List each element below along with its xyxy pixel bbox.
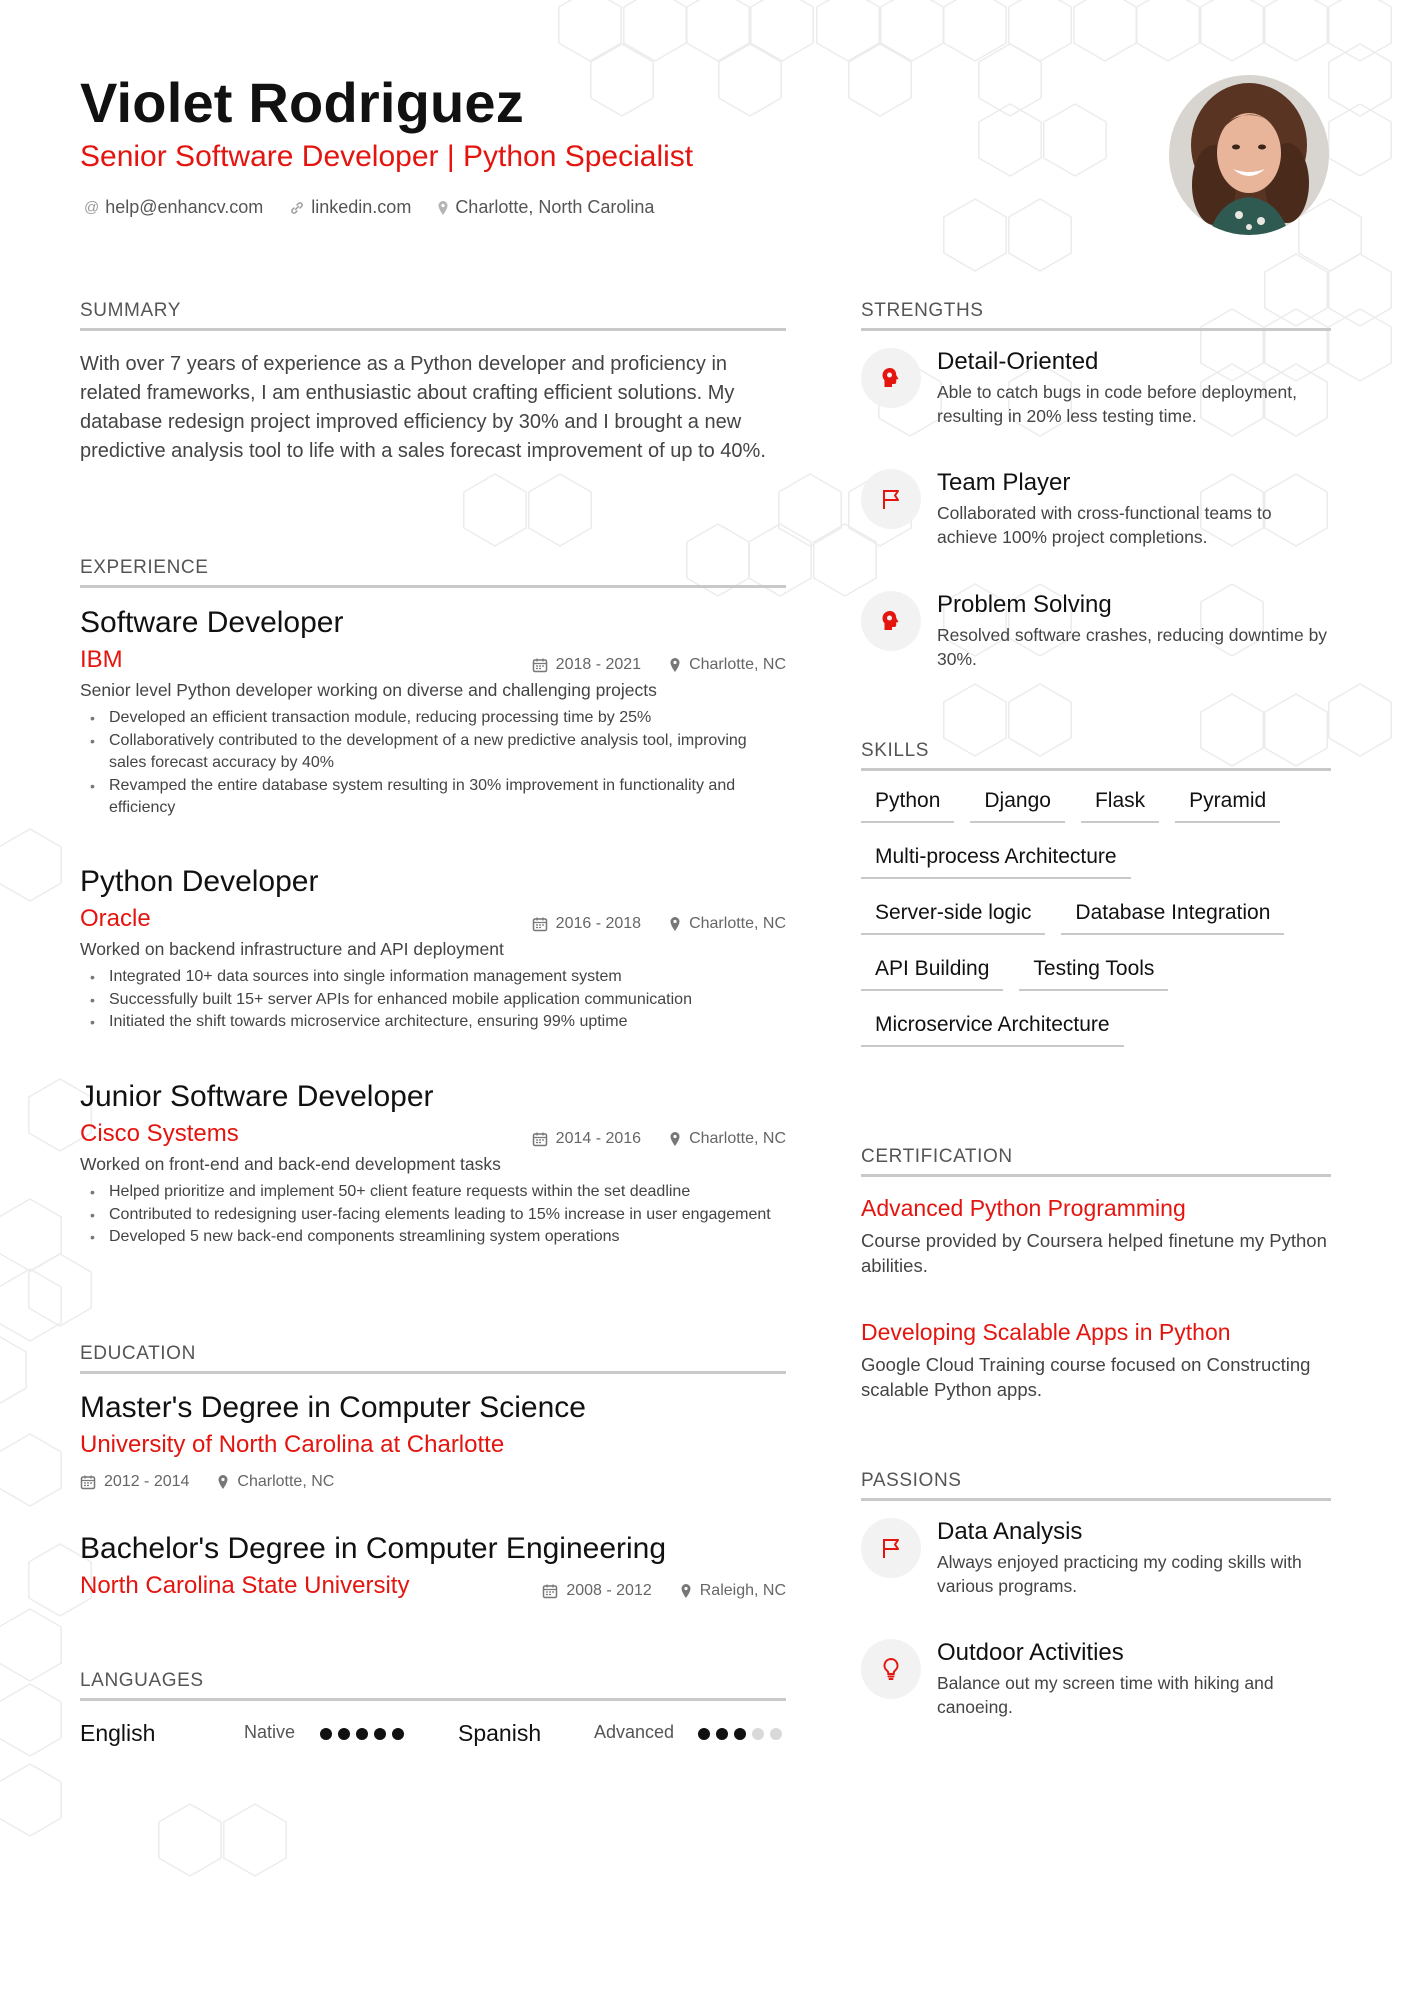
job-bullet: • Successfully built 15+ server APIs for enhanced mobile application communication [80, 989, 786, 1012]
job-bullet: • Revamped the entire database system resulting in 30% improvement in functionality and efficiency [80, 775, 786, 820]
skills-heading: SKILLS [861, 740, 1331, 771]
rating-dot [338, 1728, 350, 1740]
job-dates-text: 2018 - 2021 [555, 656, 642, 673]
job-dates [532, 915, 641, 933]
certification-item [861, 1319, 1331, 1402]
job-location-text: Charlotte, NC [689, 656, 786, 673]
education-location [217, 1473, 334, 1491]
location-pin-icon [669, 1131, 681, 1147]
job-dates-text: 2014 - 2016 [555, 1130, 642, 1147]
contact-linkedin-text: linkedin.com [311, 197, 412, 217]
rating-dot [320, 1728, 332, 1740]
lightbulb-icon [861, 1639, 921, 1699]
skills-row [861, 901, 1331, 935]
job-location-text: Charlotte, NC [689, 915, 786, 932]
rating-dot [356, 1728, 368, 1740]
school-name: North Carolina State University [80, 1572, 410, 1599]
calendar-icon [80, 1474, 96, 1490]
passion-title: Data Analysis [937, 1518, 1083, 1545]
job-location-text: Charlotte, NC [689, 1130, 786, 1147]
job-location [669, 656, 786, 674]
job-company: Cisco Systems [80, 1120, 239, 1147]
at-icon: @ [84, 199, 100, 216]
calendar-icon [532, 657, 548, 673]
strengths-heading: STRENGTHS [861, 300, 1331, 331]
job-bullet: • Initiated the shift towards microservice architecture, ensuring 99% uptime [80, 1011, 786, 1034]
candidate-role: Senior Software Developer | Python Specialist [80, 140, 694, 173]
education-location-text: Raleigh, NC [699, 1582, 786, 1599]
job-location [669, 915, 786, 933]
brain-head-icon [861, 348, 921, 408]
language-rating [320, 1728, 404, 1740]
skills-row [861, 1013, 1331, 1047]
education-heading: EDUCATION [80, 1343, 786, 1374]
education-meta [542, 1582, 786, 1600]
passion-title: Outdoor Activities [937, 1639, 1124, 1666]
language-name: English [80, 1720, 156, 1746]
strength-description: Able to catch bugs in code before deployment, resulting in 20% less testing time. [937, 382, 1297, 426]
job-title: Software Developer [80, 606, 344, 639]
skill-tag: Python [861, 789, 954, 823]
skill-tag: Microservice Architecture [861, 1013, 1124, 1047]
candidate-name: Violet Rodriguez [80, 71, 524, 134]
strength-title: Problem Solving [937, 591, 1112, 618]
strength-description: Resolved software crashes, reducing downtime by 30%. [937, 625, 1328, 669]
language-name: Spanish [458, 1720, 542, 1746]
profile-photo [1169, 75, 1329, 235]
job-bullets [80, 966, 786, 1034]
job-dates [532, 656, 641, 674]
job-entry [80, 1080, 786, 1249]
job-location [669, 1130, 786, 1148]
contact-location-text: Charlotte, North Carolina [455, 197, 655, 217]
degree-title: Bachelor's Degree in Computer Engineering [80, 1532, 667, 1565]
rating-dot [716, 1728, 728, 1740]
skill-tag: Multi-process Architecture [861, 845, 1131, 879]
strength-title: Team Player [937, 469, 1071, 496]
contact-linkedin[interactable] [289, 197, 411, 218]
rating-dot [770, 1728, 782, 1740]
rating-dot [374, 1728, 386, 1740]
skill-tag: Database Integration [1061, 901, 1284, 935]
contact-list [84, 197, 654, 218]
education-dates [542, 1582, 651, 1600]
passions-heading: PASSIONS [861, 1470, 1331, 1501]
location-pin-icon [217, 1474, 229, 1490]
calendar-icon [532, 916, 548, 932]
summary-heading: SUMMARY [80, 300, 786, 331]
education-entry [80, 1532, 786, 1600]
passion-description: Balance out my screen time with hiking and canoeing. [937, 1673, 1274, 1717]
skills-row [861, 957, 1331, 991]
job-bullet: • Developed 5 new back-end components streamlining system operations [80, 1226, 786, 1249]
education-entry [80, 1391, 786, 1490]
strength-title: Detail-Oriented [937, 348, 1099, 375]
rating-dot [752, 1728, 764, 1740]
certification-description: Google Cloud Training course focused on Constructing scalable Python apps. [861, 1354, 1311, 1400]
job-bullet: • Collaboratively contributed to the development of a new predictive analysis tool, improving sales forecast accuracy by 40% [80, 730, 786, 775]
job-dates [532, 1130, 641, 1148]
job-description: Worked on backend infrastructure and API deployment [80, 939, 504, 959]
strength-description: Collaborated with cross-functional teams to achieve 100% project completions. [937, 503, 1272, 547]
rating-dot [698, 1728, 710, 1740]
contact-email-text: help@enhancv.com [105, 197, 264, 217]
flag-icon [861, 469, 921, 529]
job-title: Junior Software Developer [80, 1080, 434, 1113]
job-meta [532, 1130, 786, 1148]
job-bullet: • Integrated 10+ data sources into single information management system [80, 966, 786, 989]
languages-row [80, 1720, 786, 1754]
location-pin-icon [437, 200, 449, 216]
education-dates-text: 2008 - 2012 [566, 1582, 652, 1599]
skills-row [861, 845, 1331, 879]
degree-title: Master's Degree in Computer Science [80, 1391, 586, 1424]
location-pin-icon [680, 1583, 692, 1599]
job-company: IBM [80, 646, 123, 673]
certification-title: Advanced Python Programming [861, 1195, 1186, 1221]
education-meta [80, 1473, 334, 1491]
job-dates-text: 2016 - 2018 [555, 915, 642, 932]
skills-row [861, 789, 1331, 823]
experience-heading: EXPERIENCE [80, 557, 786, 588]
certification-description: Course provided by Coursera helped finetune my Python abilities. [861, 1230, 1327, 1276]
education-dates [80, 1473, 189, 1491]
certification-heading: CERTIFICATION [861, 1146, 1331, 1177]
flag-icon [861, 1518, 921, 1578]
job-bullets [80, 707, 786, 820]
education-dates-text: 2012 - 2014 [104, 1473, 190, 1490]
skill-tag: Testing Tools [1019, 957, 1168, 991]
skill-tag: Flask [1081, 789, 1159, 823]
link-icon [289, 200, 305, 216]
rating-dot [734, 1728, 746, 1740]
location-pin-icon [669, 657, 681, 673]
job-bullet: • Contributed to redesigning user-facing elements leading to 15% increase in user engagement [80, 1204, 786, 1227]
skill-tag: Pyramid [1175, 789, 1280, 823]
summary-text: With over 7 years of experience as a Python developer and proficiency in related frameworks, I am enthusiastic about crafting efficient solutions. My database redesign project improved efficiency by 30% and I brought a new predictive analysis tool to life with a sales forecast improvement of up to 40%. [80, 353, 766, 462]
skills-list [861, 789, 1331, 1069]
education-location-text: Charlotte, NC [237, 1473, 335, 1490]
job-bullet: • Helped prioritize and implement 50+ client feature requests within the set deadline [80, 1181, 786, 1204]
contact-email[interactable] [84, 197, 263, 218]
language-rating [698, 1728, 782, 1740]
skill-tag: API Building [861, 957, 1003, 991]
job-bullet: • Developed an efficient transaction module, reducing processing time by 25% [80, 707, 786, 730]
job-title: Python Developer [80, 865, 319, 898]
languages-heading: LANGUAGES [80, 1670, 786, 1701]
certification-title: Developing Scalable Apps in Python [861, 1319, 1231, 1345]
passion-description: Always enjoyed practicing my coding skills with various programs. [937, 1552, 1302, 1596]
job-company: Oracle [80, 905, 151, 932]
job-description: Senior level Python developer working on diverse and challenging projects [80, 680, 657, 700]
job-meta [532, 656, 786, 674]
contact-location [437, 197, 654, 218]
job-bullets [80, 1181, 786, 1249]
calendar-icon [532, 1131, 548, 1147]
language-level: Native [244, 1722, 296, 1742]
education-location [680, 1582, 786, 1600]
language-level: Advanced [594, 1722, 675, 1742]
skill-tag: Server-side logic [861, 901, 1045, 935]
rating-dot [392, 1728, 404, 1740]
job-description: Worked on front-end and back-end development tasks [80, 1154, 501, 1174]
job-meta [532, 915, 786, 933]
job-entry [80, 606, 786, 820]
brain-head-icon [861, 591, 921, 651]
school-name: University of North Carolina at Charlotte [80, 1431, 505, 1458]
skill-tag: Django [970, 789, 1065, 823]
job-entry [80, 865, 786, 1034]
certification-item [861, 1195, 1331, 1278]
calendar-icon [542, 1583, 558, 1599]
location-pin-icon [669, 916, 681, 932]
